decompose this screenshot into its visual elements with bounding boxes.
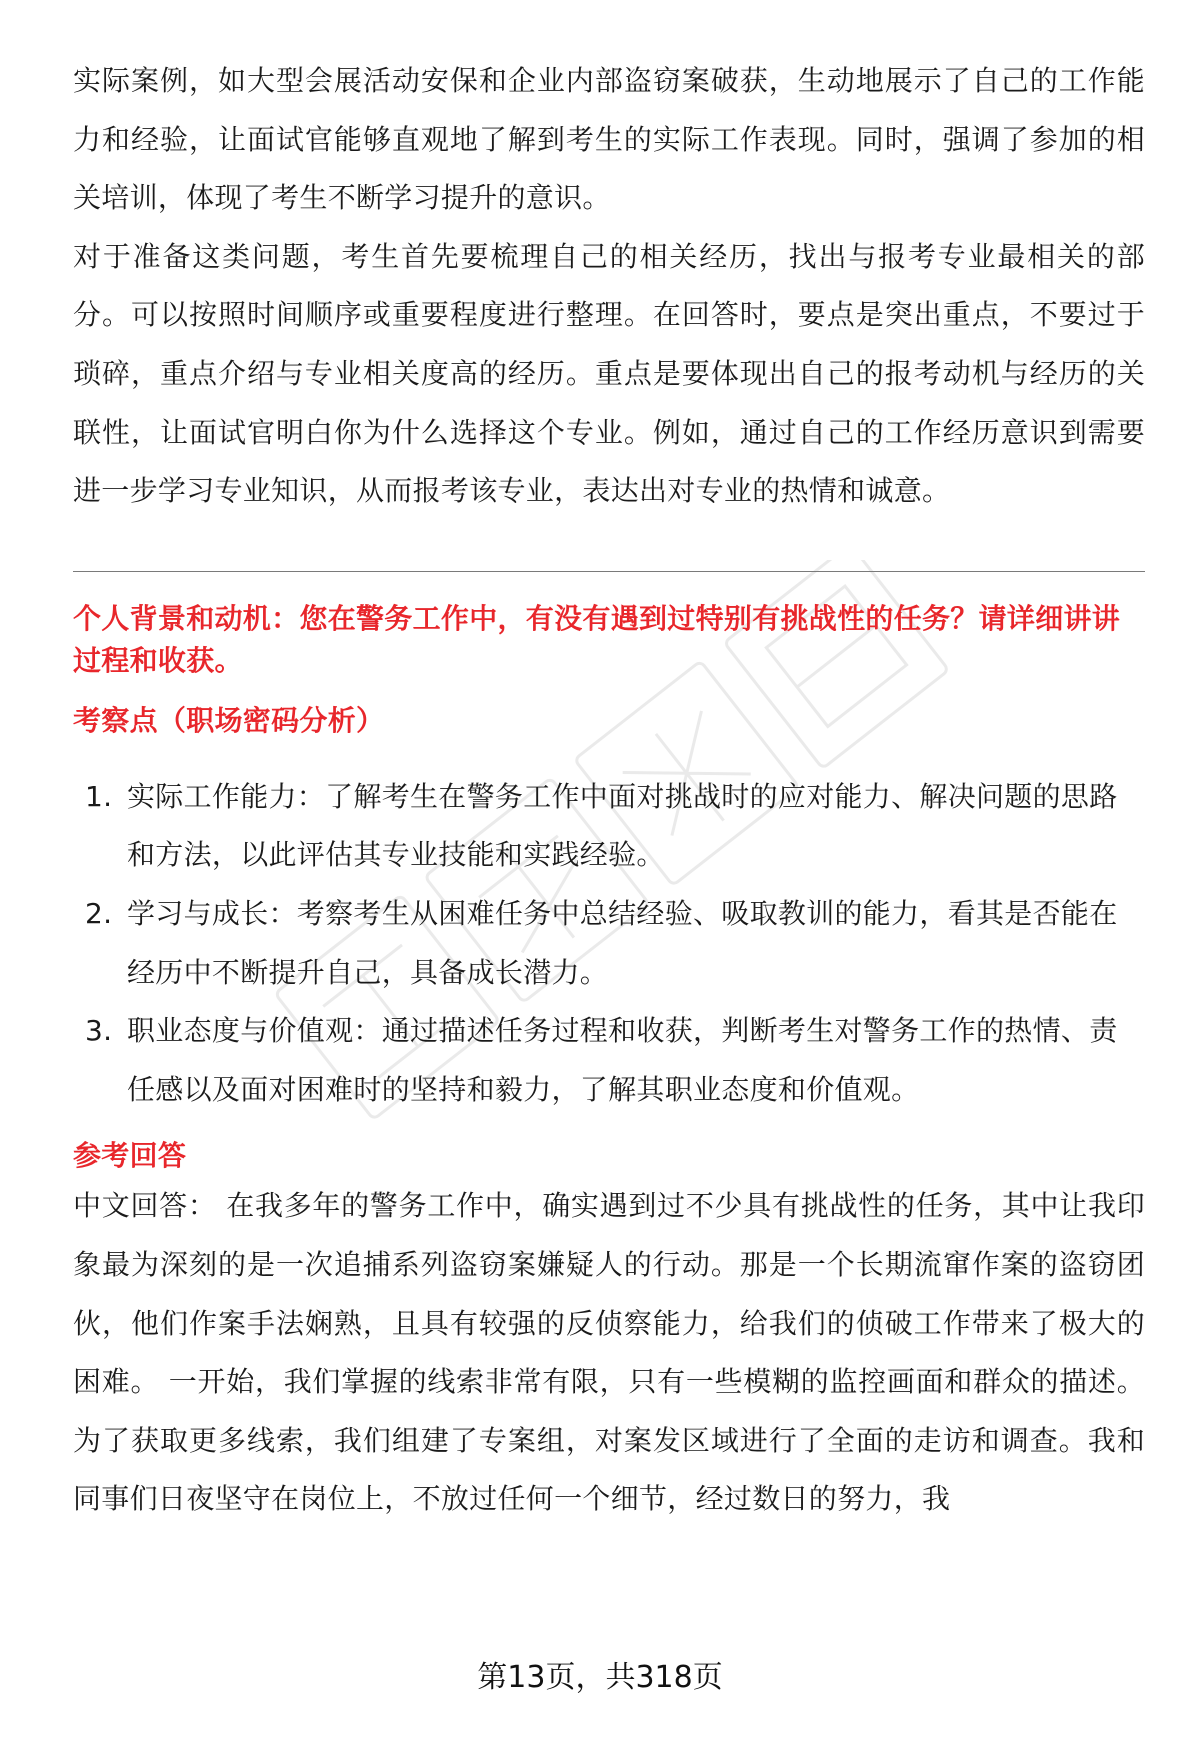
prep-paragraph: 对于准备这类问题，考生首先要梳理自己的相关经历，找出与报考专业最相关的部分。可以按照时间顺序或重要程度进行整理。在回答时，要点是突出重点，不要过于琐碎，重点介绍与专业相关度高的经历。重点是要体现出自己的报考动机与经历的关联性，让面试官明白你为什么选择这个专业。例如，通过自己的工作经历意识到需要进一步学习专业知识，从而报考该专业，表达出对专业的热情和诚意。 [73, 239, 1145, 508]
list-number: 3. [85, 1014, 113, 1048]
intro-paragraph: 实际案例，如大型会展活动安保和企业内部盗窃案破获，生动地展示了自己的工作能力和经验，让面试官能够直观地了解到考生的实际工作表现。同时，强调了参加的相关培训，体现了考生不断学习提升的意识。 [73, 64, 1145, 215]
list-number: 2. [85, 896, 113, 930]
list-item [73, 1002, 1145, 1119]
list-item [73, 885, 1145, 1002]
section-divider [73, 571, 1145, 572]
key-points-heading: 考察点（职场密码分析） [73, 703, 385, 737]
key-points-list [73, 768, 1145, 1120]
question-heading: 个人背景和动机：您在警务工作中，有没有遇到过特别有挑战性的任务？请详细讲讲过程和收获。 [73, 601, 1121, 677]
list-number: 1. [85, 779, 113, 813]
list-item-text: 学习与成长：考察考生从困难任务中总结经验、吸取教训的能力，看其是否能在经历中不断提升自己，具备成长潜力。 [127, 896, 1118, 989]
list-item-text: 职业态度与价值观：通过描述任务过程和收获，判断考生对警务工作的热情、责任感以及面对困难时的坚持和毅力，了解其职业态度和价值观。 [127, 1014, 1118, 1106]
answer-heading: 参考回答 [73, 1139, 187, 1173]
page-content [73, 52, 1145, 1529]
answer-paragraph: 中文回答： 在我多年的警务工作中，确实遇到过不少具有挑战性的任务，其中让我印象最为深刻的是一次追捕系列盗窃案嫌疑人的行动。那是一个长期流窜作案的盗窃团伙，他们作案手法娴熟，且具有较强的反侦察能力，给我们的侦破工作带来了极大的困难。 一开始，我们掌握的线索非常有限，只有一些模糊的监控画面和群众的描述。为了获取更多线索，我们组建了专案组，对案发区域进行了全面的走访和调查。我和同事们日夜坚守在岗位上，不放过任何一个细节，经过数日的努力，我 [73, 1189, 1145, 1516]
list-item [73, 768, 1145, 885]
page-number-footer: 第13页，共318页 [477, 1660, 723, 1695]
list-item-text: 实际工作能力：了解考生在警务工作中面对挑战时的应对能力、解决问题的思路和方法，以此评估其专业技能和实践经验。 [127, 779, 1118, 872]
